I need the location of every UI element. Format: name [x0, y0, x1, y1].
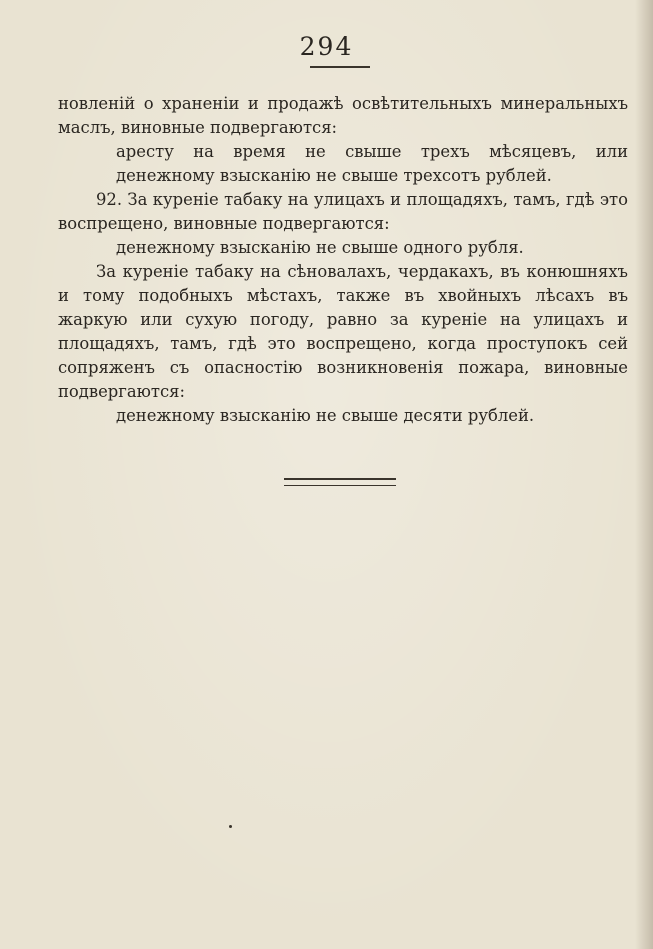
ink-speck	[229, 825, 232, 828]
paragraph-continuation: новленій о храненіи и продажѣ освѣтительныхъ минеральныхъ маслъ, виновные подвергаются:	[58, 94, 628, 137]
penalty-line: денежному взысканію не свыше десяти рублей.	[116, 406, 535, 425]
page-number: 294	[299, 32, 354, 61]
article-92: 92. За куреніе табаку на улицахъ и площадяхъ, тамъ, гдѣ это воспрещено, виновные подвергаются:	[58, 190, 628, 233]
section-end-rule	[284, 478, 396, 486]
page-edge-shadow	[635, 0, 653, 949]
penalty-line: аресту на время не свыше трехъ мѣсяцевъ, или денежному взысканію не свыше трехсотъ рублей.	[116, 142, 628, 185]
paragraph: За куреніе табаку на сѣновалахъ, чердакахъ, въ конюшняхъ и тому подобныхъ мѣстахъ, также въ хвойныхъ лѣсахъ въ жаркую или сухую погоду, равно за куреніе на улицахъ и площадяхъ, тамъ, гдѣ это воспрещено, когда проступокъ сей сопряженъ съ опасностію возникновенія пожара, виновные подвергаются:	[58, 262, 628, 401]
penalty-line: денежному взысканію не свыше одного рубля.	[116, 238, 524, 257]
page-number-underline	[310, 66, 370, 68]
article-text	[58, 92, 628, 428]
